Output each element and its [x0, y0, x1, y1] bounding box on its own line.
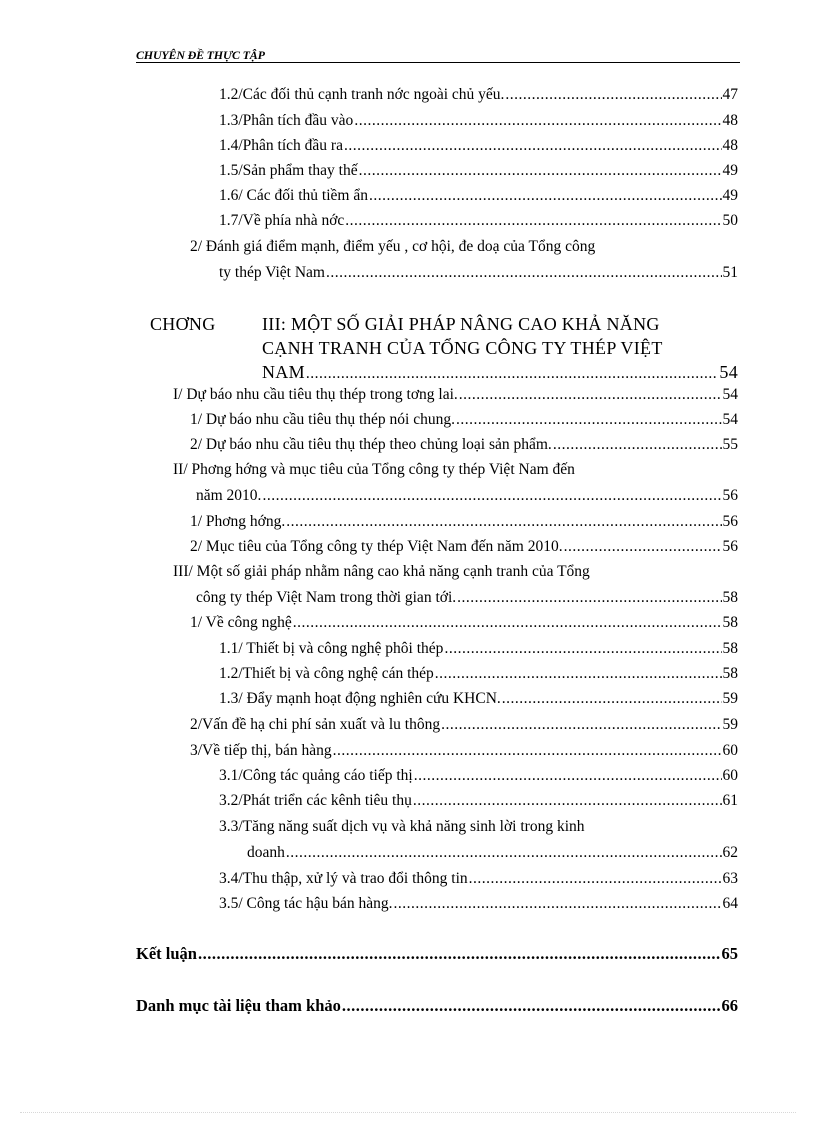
toc-page-number: 60 [722, 767, 738, 784]
leader-dots [359, 161, 722, 181]
toc-chapter-3-line3[interactable] [262, 362, 738, 384]
toc-page-number: 49 [722, 187, 738, 204]
toc-entry-2-line1[interactable] [190, 237, 702, 257]
leader-dots [393, 894, 721, 914]
toc-part-3-1-1[interactable] [219, 639, 738, 659]
toc-part-3-line2[interactable] [196, 588, 738, 608]
toc-page-number: 54 [722, 411, 738, 428]
toc-part-2-line1[interactable] [173, 460, 703, 480]
toc-page-number: 56 [722, 513, 738, 530]
toc-page-number: 60 [722, 742, 738, 759]
toc-entry-title: 3.1/Công tác quảng cáo tiếp thị [219, 767, 413, 784]
toc-page-number: 64 [722, 895, 738, 912]
toc-part-3-3-3-line1[interactable] [219, 817, 703, 837]
toc-entry-title: ty thép Việt Nam [219, 264, 325, 281]
toc-entry-title: 1.6/ Các đối thủ tiềm ẩn [219, 187, 368, 204]
leader-dots [198, 944, 721, 964]
toc-entry-1-6[interactable] [219, 186, 738, 206]
toc-page-number: 58 [722, 640, 738, 657]
toc-conclusion[interactable] [136, 944, 738, 964]
toc-entry-title: 1.2/Thiết bị và công nghệ cán thép [219, 665, 434, 682]
chapter-title-text: CẠNH TRANH CỦA TỔNG CÔNG TY THÉP VIỆT [262, 338, 663, 358]
toc-entry-title: I/ Dự báo nhu cầu tiêu thụ thép trong tơng lai. [173, 386, 458, 403]
leader-dots [306, 364, 718, 384]
toc-page-number: 50 [722, 212, 738, 229]
toc-page-number: 48 [722, 137, 738, 154]
page-header: CHUYÊN ĐỀ THỰC TẬP [136, 48, 740, 63]
page-bottom-divider [20, 1112, 796, 1113]
toc-entry-title: 3.4/Thu thập, xử lý và trao đổi thông tin [219, 870, 468, 887]
toc-entry-title: 1.2/Các đối thủ cạnh tranh nớc ngoài chủ yếu. [219, 86, 505, 103]
toc-part-3-3-5[interactable] [219, 894, 738, 914]
leader-dots [326, 263, 722, 283]
toc-entry-title: III/ Một số giải pháp nhằm nâng cao khả năng cạnh tranh của Tổng [173, 563, 590, 580]
toc-page-number: 58 [722, 589, 738, 606]
toc-page-number: 48 [722, 112, 738, 129]
toc-page-number: 51 [722, 264, 738, 281]
toc-page-number: 61 [722, 792, 738, 809]
leader-dots [414, 766, 722, 786]
toc-part-3-3-1[interactable] [219, 766, 738, 786]
leader-dots [413, 791, 722, 811]
toc-entry-title: doanh [247, 844, 285, 861]
leader-dots [333, 741, 722, 761]
toc-entry-title: 2/ Đánh giá điểm mạnh, điểm yếu , cơ hội, đe doạ của Tổng công [190, 238, 596, 255]
toc-page-number: 59 [722, 690, 738, 707]
leader-dots [354, 111, 721, 131]
toc-part-3-1-3[interactable] [219, 689, 738, 709]
chapter-label: CHƠNG [150, 314, 216, 334]
toc-entry-title: 2/Vấn đề hạ chi phí sản xuất và lu thông [190, 716, 441, 733]
toc-page-number: 66 [721, 996, 738, 1015]
toc-entry-1-2[interactable] [219, 85, 738, 105]
toc-entry-2-line2[interactable] [219, 263, 738, 283]
toc-part-3-3[interactable] [190, 741, 738, 761]
toc-page-number: 63 [722, 870, 738, 887]
chapter-title-text: NAM [262, 362, 305, 382]
toc-page-number: 58 [722, 665, 738, 682]
leader-dots [286, 843, 722, 863]
toc-entry-title: Kết luận [136, 944, 197, 963]
toc-part-3-1-2[interactable] [219, 664, 738, 684]
toc-entry-title: 1.5/Sản phẩm thay thế [219, 162, 358, 179]
toc-entry-title: 3.5/ Công tác hậu bán hàng. [219, 895, 393, 912]
leader-dots [553, 435, 722, 455]
leader-dots [342, 996, 721, 1016]
toc-entry-title: 1.3/ Đẩy mạnh hoạt động nghiên cứu KHCN. [219, 690, 501, 707]
toc-entry-title: 1.4/Phân tích đầu ra [219, 137, 343, 154]
leader-dots [457, 588, 721, 608]
toc-entry-title: 2/ Dự báo nhu cầu tiêu thụ thép theo chủng loại sản phẩm. [190, 436, 552, 453]
toc-page-number: 47 [722, 86, 738, 103]
toc-part-3-3-2[interactable] [219, 791, 738, 811]
toc-part-3-line1[interactable] [173, 562, 703, 582]
chapter-title-text: III: MỘT SỐ GIẢI PHÁP NÂNG CAO KHẢ NĂNG [262, 314, 660, 334]
toc-page-number: 49 [722, 162, 738, 179]
toc-entry-title: 3.3/Tăng năng suất dịch vụ và khả năng sinh lời trong kinh [219, 818, 585, 835]
toc-part-3-1[interactable] [190, 613, 738, 633]
toc-page-number: 55 [722, 436, 738, 453]
toc-page-number: 59 [722, 716, 738, 733]
toc-page-number: 62 [722, 844, 738, 861]
toc-part-3-3-4[interactable] [219, 869, 738, 889]
leader-dots [469, 869, 722, 889]
toc-entry-title: 1.7/Về phía nhà nớc [219, 212, 345, 229]
toc-page-number: 65 [721, 944, 738, 963]
toc-entry-title: II/ Phơng hớng và mục tiêu của Tổng công ty thép Việt Nam đến [173, 461, 575, 478]
toc-entry-title: 1.1/ Thiết bị và công nghệ phôi thép [219, 640, 444, 657]
toc-page-number: 54 [722, 386, 738, 403]
toc-entry-title: 3/Về tiếp thị, bán hàng [190, 742, 332, 759]
leader-dots [564, 537, 722, 557]
leader-dots [505, 85, 721, 105]
toc-entry-1-7[interactable] [219, 211, 738, 231]
toc-part-2-line2[interactable] [196, 486, 738, 506]
toc-entry-title: Danh mục tài liệu tham khảo [136, 996, 341, 1015]
toc-entry-title: 1/ Dự báo nhu cầu tiêu thụ thép nói chung. [190, 411, 455, 428]
leader-dots [459, 385, 722, 405]
toc-page-number: 58 [722, 614, 738, 631]
toc-part-3-3-3-line2[interactable] [247, 843, 738, 863]
toc-entry-title: 1/ Về công nghệ [190, 614, 292, 631]
leader-dots [369, 186, 722, 206]
toc-entry-1-3[interactable] [219, 111, 738, 131]
leader-dots [293, 613, 722, 633]
toc-references[interactable] [136, 996, 738, 1016]
toc-entry-1-5[interactable] [219, 161, 738, 181]
leader-dots [435, 664, 722, 684]
toc-entry-title: 2/ Mục tiêu của Tổng công ty thép Việt Nam đến năm 2010. [190, 538, 563, 555]
leader-dots [262, 486, 721, 506]
toc-page-number: 56 [722, 538, 738, 555]
toc-part-1[interactable] [173, 385, 738, 405]
leader-dots [456, 410, 722, 430]
chapter-title-part [262, 314, 703, 334]
toc-page-number: 56 [722, 487, 738, 504]
toc-chapter-3-line1[interactable] [150, 314, 703, 334]
toc-entry-title: 1.3/Phân tích đầu vào [219, 112, 354, 129]
leader-dots [444, 639, 721, 659]
leader-dots [344, 136, 722, 156]
leader-dots [345, 211, 721, 231]
toc-chapter-3-line2[interactable] [262, 338, 703, 358]
toc-entry-title: công ty thép Việt Nam trong thời gian tới. [196, 589, 457, 606]
toc-part-3-2[interactable] [190, 715, 738, 735]
toc-part-1-2[interactable] [190, 435, 738, 455]
toc-entry-title: 1/ Phơng hớng. [190, 513, 286, 530]
toc-page-number: 54 [719, 362, 738, 382]
toc-entry-title: năm 2010. [196, 487, 262, 504]
leader-dots [286, 512, 721, 532]
toc-entry-title: 3.2/Phát triển các kênh tiêu thụ [219, 792, 412, 809]
toc-part-1-1[interactable] [190, 410, 738, 430]
leader-dots [502, 689, 722, 709]
leader-dots [441, 715, 721, 735]
toc-entry-1-4[interactable] [219, 136, 738, 156]
toc-part-2-2[interactable] [190, 537, 738, 557]
toc-part-2-1[interactable] [190, 512, 738, 532]
